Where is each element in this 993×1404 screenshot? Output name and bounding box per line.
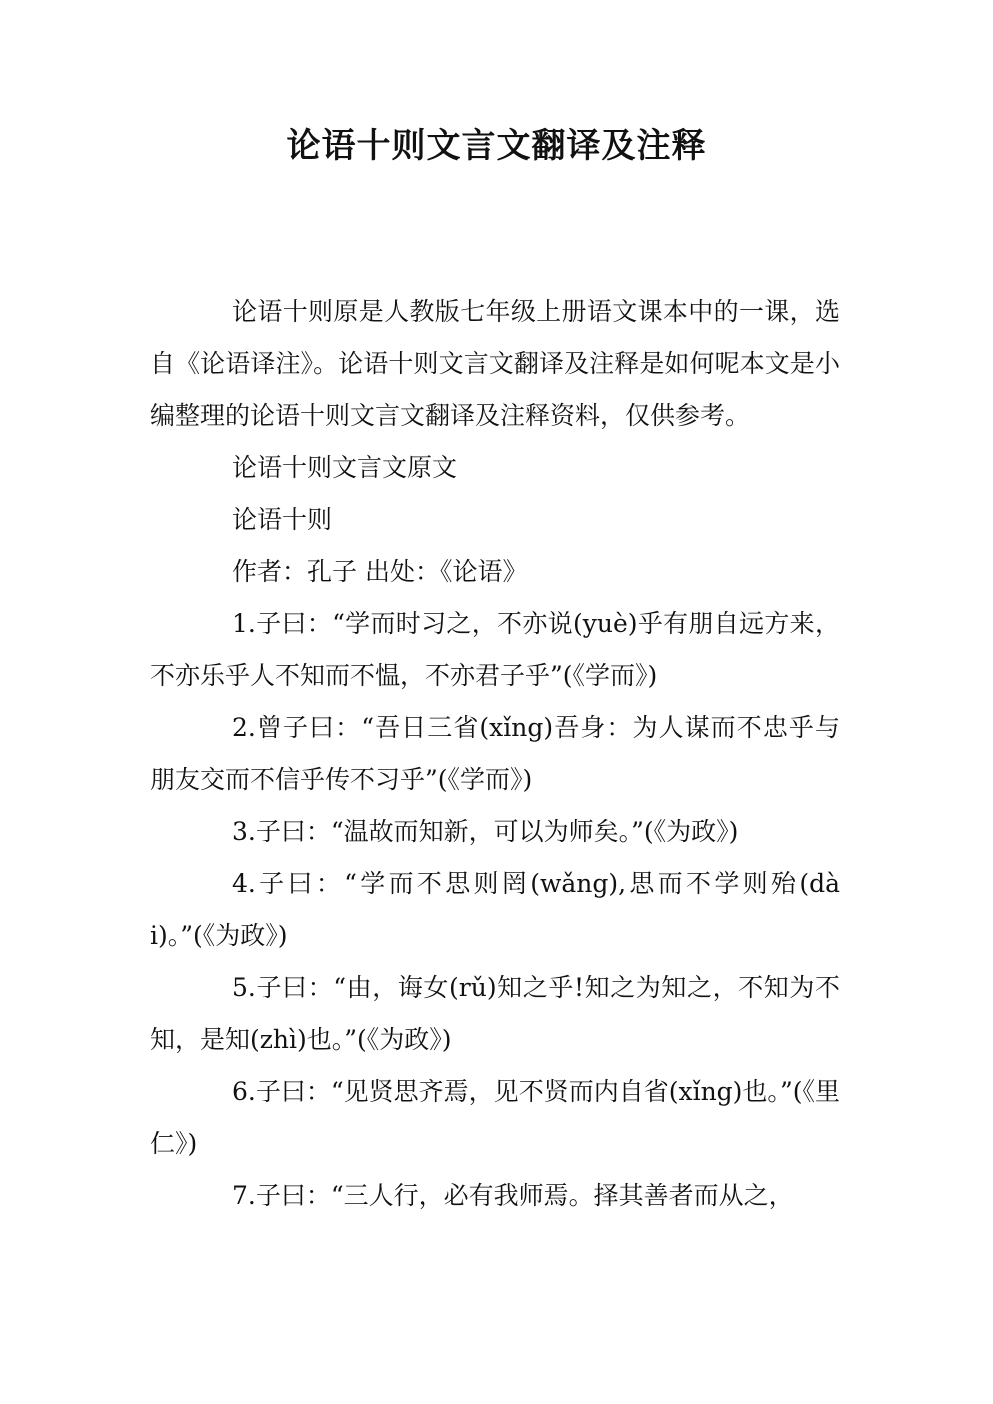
analects-item-1: 1.子曰：“学而时习之，不亦说(yuè)乎有朋自远方来，不亦乐乎人不知而不愠，不亦君子乎”(《学而》) bbox=[150, 609, 840, 690]
analects-item-6: 6.子曰：“见贤思齐焉，见不贤而内自省(xǐng)也。”(《里仁》) bbox=[150, 1077, 840, 1158]
document-body bbox=[150, 286, 840, 1222]
analects-item-2: 2.曾子曰：“吾日三省(xǐng)吾身：为人谋而不忠乎与朋友交而不信乎传不习乎”(《学而》) bbox=[150, 713, 840, 794]
section-heading-original: 论语十则文言文原文 bbox=[232, 453, 458, 482]
page-title: 论语十则文言文翻译及注释 bbox=[286, 126, 707, 166]
intro-paragraph: 论语十则原是人教版七年级上册语文课本中的一课，选自《论语译注》。论语十则文言文翻译及注释是如何呢本文是小编整理的论语十则文言文翻译及注释资料，仅供参考。 bbox=[150, 297, 840, 430]
analects-item-7: 7.子曰：“三人行，必有我师焉。择其善者而从之， bbox=[232, 1181, 794, 1210]
work-title: 论语十则 bbox=[232, 505, 333, 534]
author-source-line: 作者：孔子 出处：《论语》 bbox=[232, 557, 528, 586]
analects-item-4: 4.子曰：“学而不思则罔(wǎng),思而不学则殆(dài)。”(《为政》) bbox=[150, 869, 840, 950]
analects-item-3: 3.子曰：“温故而知新，可以为师矣。”(《为政》) bbox=[232, 817, 739, 846]
analects-item-5: 5.子曰：“由，诲女(rǔ)知之乎!知之为知之，不知为不知，是知(zhì)也。”(《为政》) bbox=[150, 973, 840, 1054]
